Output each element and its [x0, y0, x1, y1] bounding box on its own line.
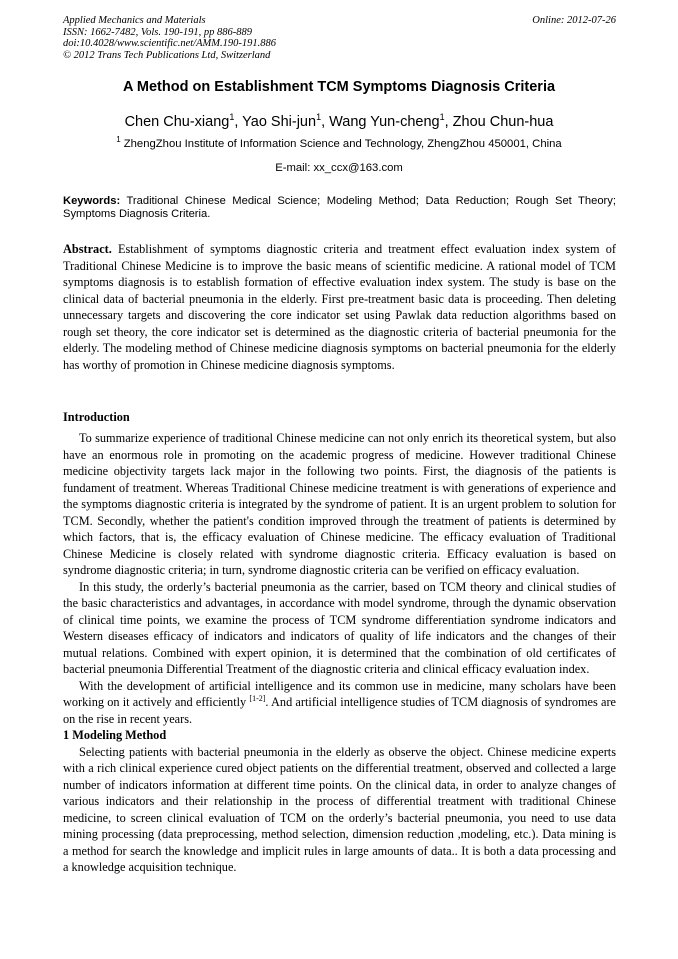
author-separator: ,	[234, 114, 243, 130]
intro-paragraph-2: In this study, the orderly’s bacterial pneumonia as the carrier, based on TCM theory and clinical studies of the basic characteristics and advantages, in accordance with model syndrome, through the dynamic observation of clinical time points, we examine the process of TCM syndrome differentiation syndrome indicators and Western diseases efficacy of indicators and indicators of quality of life indicators and the changes of their mutual relations. Combined with expert opinion, it is determined that the combination of old certificates of bacterial pneumonia Differential Treatment of the diagnostic criteria and clinical efficacy evaluation index.	[63, 579, 616, 676]
affiliation-mark: 1	[116, 135, 121, 145]
intro-paragraph-3-text-end: . And artificial intelligence studies of TCM diagnosis of syndromes are on the rise in recent years.	[63, 695, 617, 726]
abstract	[63, 241, 616, 373]
journal-header	[63, 15, 616, 61]
paper-title: A Method on Establishment TCM Symptoms Diagnosis Criteria	[122, 79, 556, 95]
modeling-paragraph-1: Selecting patients with bacterial pneumonia in the elderly as observe the object. Chinese medicine experts with a rich clinical experience cured object patients on the differential treatment, observed and collected a large number of indicators information at different time points. On the clinical data, in order to analyze changes of various indicators and their relationship in the process of differential treatment with traditional Chinese medicine, to screen clinical evaluation of TCM on the orderly’s bacterial pneumonia, you need to use data mining processing (data preprocessing, method selection, dimension reduction ,modeling, etc.). Data mining is a method for search the knowledge and implicit rules in large amounts of data.. It is both a data processing and a knowledge acquisition technique.	[63, 744, 616, 874]
author-name: Chen Chu-xiang	[124, 114, 230, 130]
abstract-text: Establishment of symptoms diagnostic criteria and treatment effect evaluation index system of Traditional Chinese Medicine is to improve the basic means of scientific medicine. A rational model of TCM symptoms diagnosis is to establish formation of effective evaluation index system. The study is base on the clinical data of bacterial pneumonia in the elderly. First pre-treatment basic data is proceeding. Then deleting unnecessary targets and discovering the core indicator set using Pawlak data reduction algorithms based on rough set theory, the core indicator set is determined as the diagnostic criteria of bacterial pneumonia for the elderly. The modeling method of Chinese medicine diagnosis symptoms on bacterial pneumonia for the elderly has worthy of promotion in Chinese medicine diagnosis symptoms.	[63, 242, 616, 372]
author-email: E-mail: xx_ccx@163.com	[275, 162, 403, 174]
intro-paragraph-3	[63, 678, 616, 728]
author-separator: ,	[444, 114, 453, 130]
online-date: Online: 2012-07-26	[532, 15, 616, 26]
issn-line: ISSN: 1662-7482, Vols. 190-191, pp 886-889	[63, 26, 252, 38]
keywords-label: Keywords:	[63, 195, 121, 207]
doi-line: doi:10.4028/www.scientific.net/AMM.190-191.886	[63, 38, 276, 49]
author-list	[40, 114, 638, 130]
citation-ref: [1-2]	[249, 693, 266, 703]
journal-name: Applied Mechanics and Materials	[63, 15, 206, 26]
author-name: Wang Yun-cheng	[329, 114, 440, 130]
intro-paragraph-3-text: With the development of artificial intelligence and its common use in medicine, many scholars have been working on it actively and efficiently	[63, 678, 616, 709]
modeling-heading: 1 Modeling Method	[63, 728, 167, 742]
keywords	[63, 195, 616, 221]
keywords-text: Traditional Chinese Medical Science; Modeling Method; Data Reduction; Rough Set Theory; Symptoms Diagnosis Criteria.	[63, 195, 616, 220]
copyright-line: © 2012 Trans Tech Publications Ltd, Switzerland	[63, 49, 271, 61]
author-affiliation-mark: 1	[316, 112, 322, 123]
author-affiliation-mark: 1	[439, 112, 445, 123]
introduction-heading: Introduction	[63, 410, 130, 424]
author-affiliation-mark: 1	[229, 112, 235, 123]
author-name: Yao Shi-jun	[242, 114, 317, 130]
affiliation-text: ZhengZhou Institute of Information Science and Technology, ZhengZhou 450001, China	[123, 138, 562, 150]
author-separator: ,	[321, 114, 330, 130]
author-name: Zhou Chun-hua	[452, 114, 554, 130]
affiliation	[40, 135, 638, 150]
intro-paragraph-1: To summarize experience of traditional Chinese medicine can not only enrich its theoretical system, but also have an enormous role in promoting on the academic progress of medicine. However traditional Chinese medicine objectivity targets lack major in the following two points. First, the diagnosis of the patients is fundament of treatment. Whereas Traditional Chinese medicine treatment is with generations of experience and the symptoms diagnostic criteria is integrated by the syndrome of patient. It is an urgent problem to solution for TCM. Secondly, whether the patient's condition improved through the treatment of patients is determined by which factors, that is, the efficacy evaluation of Chinese medicine. The efficacy evaluation of Traditional Chinese Medicine is closely related with syndrome diagnostic criteria. Efficacy evaluation is based on syndrome diagnostic criteria; in turn, syndrome diagnostic criteria can be verified on efficacy evaluation.	[63, 431, 616, 577]
body-text	[63, 430, 616, 876]
abstract-label: Abstract.	[63, 242, 112, 256]
